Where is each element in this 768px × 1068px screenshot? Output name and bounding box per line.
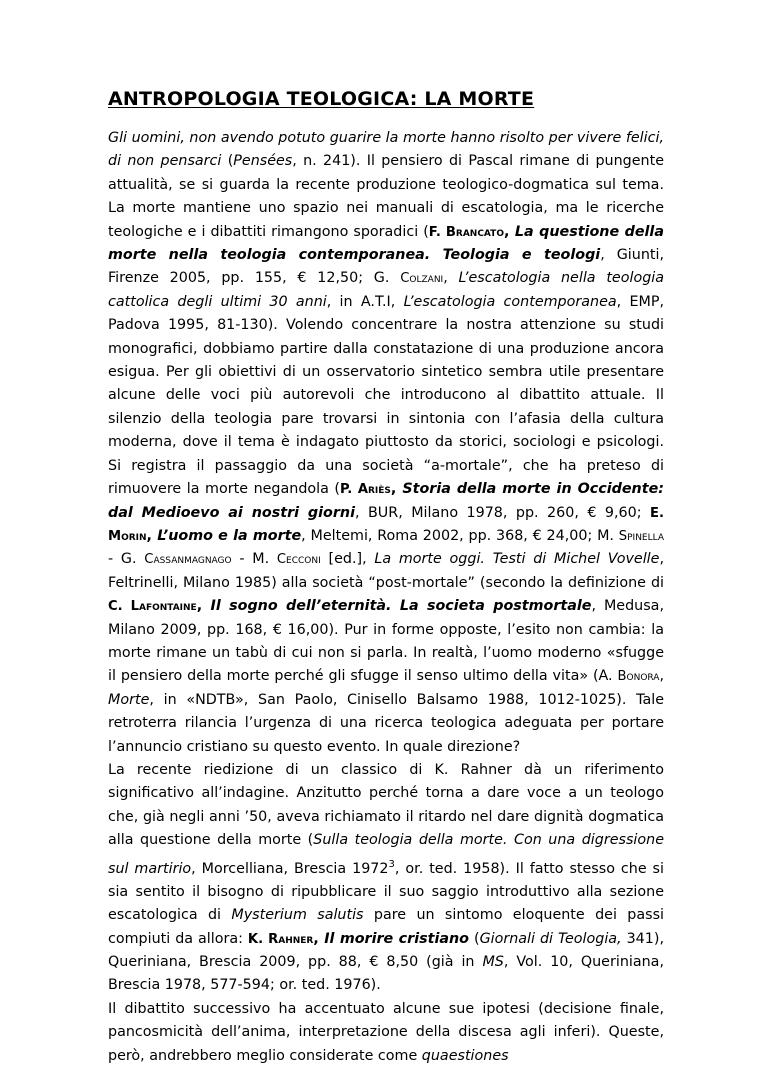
text-run: , bbox=[196, 598, 211, 615]
text-run: , Vol. 10, Queriniana, Brescia 1978, 577-594; or. ted. 1976). bbox=[108, 953, 664, 994]
text-run: P. Ariès bbox=[340, 482, 391, 498]
text-run: , Medusa, Milano 2009, pp. 168, € 16,00). Pur in forme opposte, l’esito non cambia: la morte rimane un tabù di cui non si parla. In realtà, l’uomo moderno «sfugge il pensiero della morte perché gli sfugge il senso ultimo della vita» (A. bbox=[108, 598, 664, 685]
text-run: - G. bbox=[108, 551, 145, 568]
text-run: Il morire cristiano bbox=[324, 930, 469, 947]
page-title: ANTROPOLOGIA TEOLOGICA: LA MORTE bbox=[108, 88, 535, 110]
paragraph bbox=[108, 759, 664, 998]
text-run: L’escatologia contemporanea bbox=[403, 293, 617, 310]
text-run: , EMP, Padova 1995, 81-130). Volendo concentrare la nostra attenzione su studi monografici, dobbiamo partire dalla constatazione di una produzione ancora esigua. Per gli obiettivi di un osservatorio sintetico sembra utile presentare alcune delle voci più autorevoli che introducono al dibattito attuale. Il silenzio della teologia pare trovarsi in sintonia con l’afasia della cultura moderna, dove il tema è indagato piuttosto da storici, sociologi e psicologi. Si registra il passaggio da una società “a-mortale”, che ha preteso di rimuovere la morte negandola ( bbox=[108, 293, 664, 498]
text-run: C. Lafontaine bbox=[108, 599, 197, 615]
text-run: quaestiones bbox=[421, 1047, 509, 1064]
text-run: , or. ted. 1958). Il fatto stesso che si sia sentito il bisogno di ripubblicare il suo saggio introduttivo alla sezione escatologica di bbox=[108, 860, 664, 924]
text-run: Spinella bbox=[618, 528, 664, 544]
text-run: , bbox=[146, 527, 158, 544]
text-run: , bbox=[313, 930, 325, 947]
text-run: 341), Queriniana, Brescia 2009, pp. 88, € 8,50 (già in bbox=[108, 930, 665, 970]
text-run: - M. bbox=[231, 551, 277, 568]
text-run: La questione della morte nella teologia contemporanea. Teologia e teologi bbox=[108, 223, 664, 264]
text-run: Il dibattito successivo ha accentuato alcune sue ipotesi (decisione finale, pancosmicità dell’anima, interpretazione della discesa agli inferi). Queste, però, andrebbero meglio considerate come bbox=[108, 1000, 664, 1064]
document-page bbox=[108, 88, 664, 1068]
text-run: ( bbox=[221, 153, 234, 170]
text-run: , bbox=[443, 270, 459, 287]
text-run: Morte bbox=[108, 691, 150, 708]
text-run: Giornali di Teologia, bbox=[479, 930, 622, 947]
text-run: , Meltemi, Roma 2002, pp. 368, € 24,00; M. bbox=[301, 527, 619, 544]
text-run: [ed.], bbox=[320, 551, 375, 568]
text-run: Gli uomini, non avendo potuto guarire la morte hanno risolto per vivere felici, di non pensarci bbox=[108, 130, 664, 170]
text-run: , Morcelliana, Brescia 1972 bbox=[191, 860, 389, 877]
text-run: , bbox=[390, 481, 403, 498]
text-run: MS bbox=[482, 953, 504, 970]
text-run: L’uomo e la morte bbox=[157, 527, 302, 544]
text-run: Bonora bbox=[617, 669, 660, 685]
paragraph bbox=[108, 998, 664, 1068]
text-run: , n. 241). Il pensiero di Pascal rimane di pungente attualità, se si guarda la recente produzione teologico-dogmatica sul tema. La morte mantiene uno spazio nei manuali di escatologia, ma le ricerche teologiche e i dibattiti rimangono sporadici ( bbox=[108, 153, 665, 240]
body-text bbox=[108, 127, 664, 1068]
text-run: ( bbox=[469, 930, 480, 947]
text-run: , Giunti, Firenze 2005, pp. 155, € 12,50; G. bbox=[108, 247, 665, 287]
text-run: , BUR, Milano 1978, pp. 260, € 9,60; bbox=[355, 504, 651, 521]
text-run: pare un sintomo eloquente dei passi compiuti da allora: bbox=[108, 907, 664, 947]
text-run: , Feltrinelli, Milano 1985) alla società “post-mortale” (secondo la definizione di bbox=[108, 551, 664, 591]
text-run: , in A.T.I, bbox=[326, 293, 404, 310]
text-run: , in «NDTB», San Paolo, Cinisello Balsamo 1988, 1012-1025). Tale retroterra rilancia l’urgenza di una ricerca teologica adeguata per portare l’annuncio cristiano su questo evento. In quale direzione? bbox=[108, 691, 664, 755]
text-run: L’escatologia nella teologia cattolica degli ultimi 30 anni bbox=[108, 270, 665, 310]
text-run: Sulla teologia della morte. Con una digressione sul martirio bbox=[108, 832, 664, 877]
text-run: E. Morin bbox=[108, 505, 664, 544]
text-run: K. Rahner bbox=[247, 931, 314, 947]
text-run: Mysterium salutis bbox=[231, 907, 364, 924]
text-run: La recente riedizione di un classico di K. Rahner dà un riferimento significativo all’indagine. Anzitutto perché torna a dare voce a un teologo che, già negli anni ’50, aveva richiamato il ritardo nel dare dignità dogmatica alla questione della morte ( bbox=[108, 761, 664, 849]
text-run: Cassanmagnago bbox=[144, 552, 232, 568]
text-run: , bbox=[659, 668, 664, 685]
text-run: La morte oggi. Testi di Michel Vovelle bbox=[374, 551, 660, 568]
paragraph bbox=[108, 127, 664, 759]
text-run: , bbox=[503, 223, 515, 240]
text-run: Colzani bbox=[400, 271, 444, 287]
text-run: Cecconi bbox=[276, 552, 321, 568]
text-run: Storia della morte in Occidente: dal Medioevo ai nostri giorni bbox=[108, 481, 664, 521]
text-run: F. Brancato bbox=[428, 224, 504, 240]
text-run: Il sogno dell’eternità. La societa postmortale bbox=[210, 598, 592, 615]
text-run: 3 bbox=[388, 858, 395, 870]
text-run: Pensées bbox=[233, 153, 293, 170]
